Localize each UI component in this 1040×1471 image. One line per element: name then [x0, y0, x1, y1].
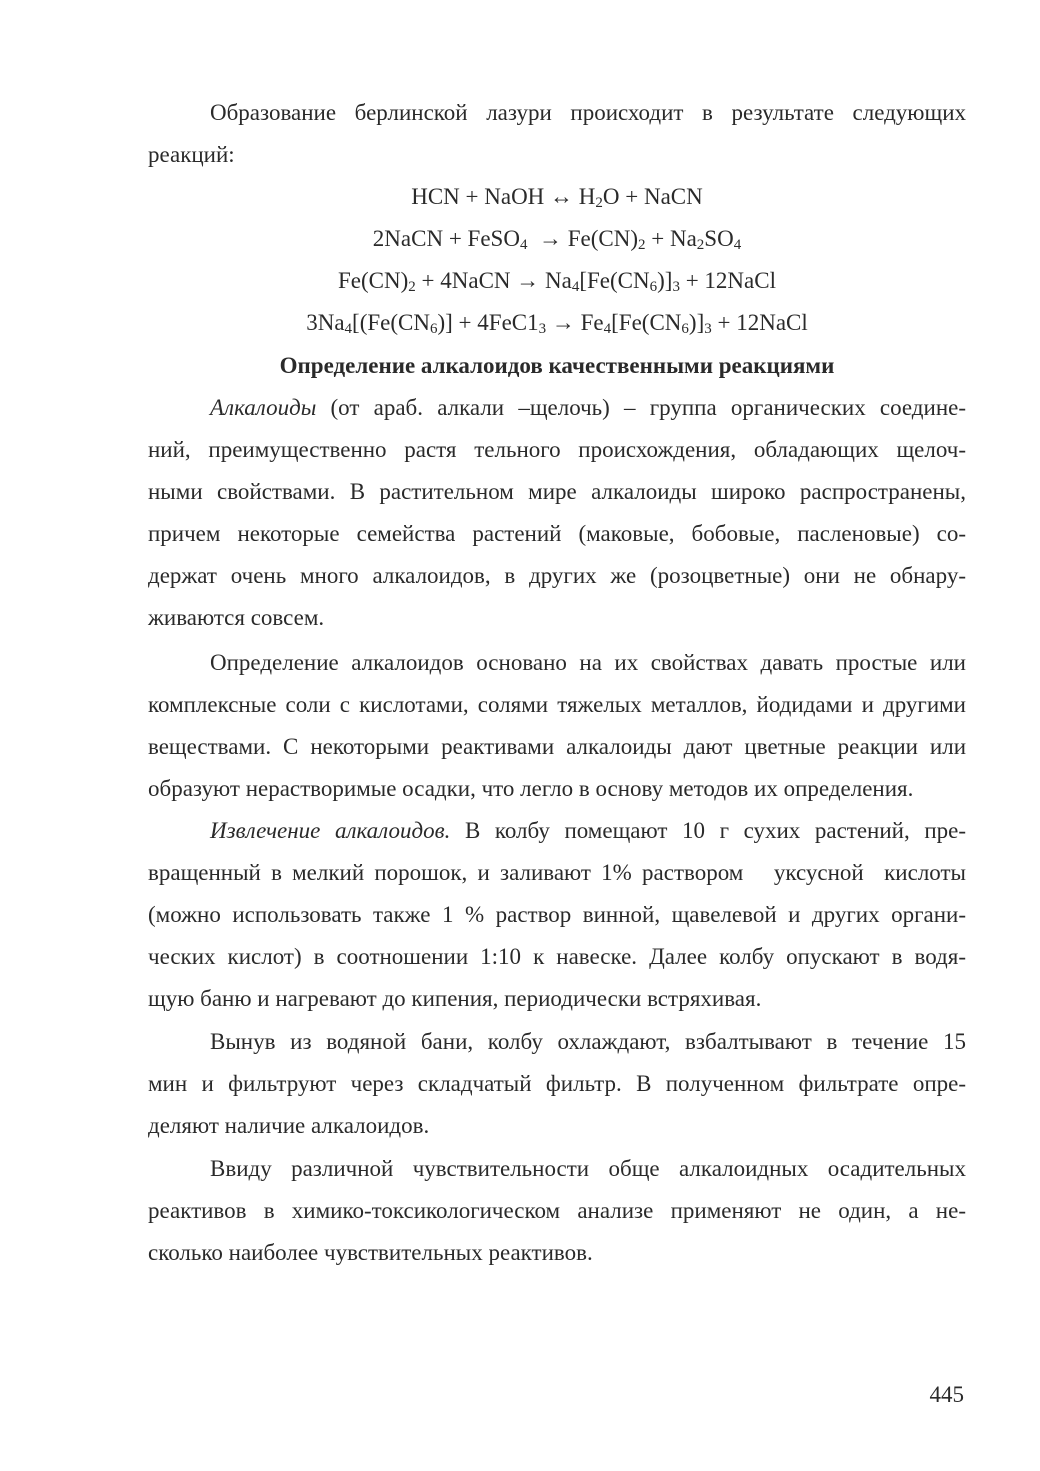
paragraph-extraction [148, 810, 966, 1020]
term-alkaloids: Алкалоиды [210, 395, 317, 420]
equation-1: HCN + NaOH ↔ $H_2O$ + NaCN [411, 184, 703, 211]
p1-line-1: Алкалоиды (от араб. алкали –щелочь) – группа органических соедине- [210, 395, 966, 420]
equation-4: $3Na_4[(Fe(CN_6)] + 4FeC1_3 \to Fe_4[Fe(CN_6)]_3$ + 12NaCl [306, 310, 808, 337]
p2-line-2: комплексные соли с кислотами, солями тяжелых металлов, йодидами и другими [148, 692, 966, 717]
p1-line-4: причем некоторые семейства растений (маковые, бобовые, пасленовые) со- [148, 521, 966, 546]
intro-paragraph [148, 92, 966, 176]
p4-line-1: Вынув из водяной бани, колбу охлаждают, взбалтывают в течение 15 [210, 1029, 966, 1054]
p4-line-2: мин и фильтруют через складчатый фильтр. В полученном фильтрате опре- [148, 1071, 966, 1096]
p3-line-2: вращенный в мелкий порошок, и заливают 1% раствором уксусной кислоты [148, 860, 966, 885]
p5-line-1: Ввиду различной чувствительности обще алкалоидных осадительных [210, 1156, 966, 1181]
p2-line-4: образуют нерастворимые осадки, что легло в основу методов их определения. [148, 776, 914, 801]
p4-line-3: деляют наличие алкалоидов. [148, 1113, 430, 1138]
p1-line-6: живаются совсем. [148, 605, 325, 630]
paragraph-filtration [148, 1021, 966, 1147]
p1-line-3: ными свойствами. В растительном мире алкалоиды широко распространены, [148, 479, 966, 504]
p3-line-3: (можно использовать также 1 % раствор винной, щавелевой и других органи- [148, 902, 966, 927]
p3-line-1: Извлечение алкалоидов. В колбу помещают 10 г сухих растений, пре- [210, 818, 966, 843]
paragraph-alkaloids [148, 387, 966, 639]
p1-line-5: держат очень много алкалоидов, в других же (розоцветные) они не обнару- [148, 563, 966, 588]
p2-line-1: Определение алкалоидов основано на их свойствах давать простые или [210, 650, 966, 675]
paragraph-determination [148, 642, 966, 810]
p3-line-5: щую баню и нагревают до кипения, периодически встряхивая. [148, 986, 762, 1011]
term-extraction: Извлечение алкалоидов. [210, 818, 451, 843]
paragraph-reagents [148, 1148, 966, 1274]
intro-line-2: реакций: [148, 142, 235, 167]
p5-line-3: сколько наиболее чувствительных реактивов. [148, 1240, 593, 1265]
p5-line-2: реактивов в химико-токсикологическом анализе применяют не один, а не- [148, 1198, 966, 1223]
p2-line-3: веществами. С некоторыми реактивами алкалоиды дают цветные реакции или [148, 734, 966, 759]
equation-3: $Fe(CN)_2$ + 4NaCN → $Na_4[Fe(CN_6)]_3$ + 12NaCl [338, 268, 776, 295]
p3-line-4: ческих кислот) в соотношении 1:10 к навеске. Далее колбу опускают в водя- [148, 944, 966, 969]
intro-line-1: Образование берлинской лазури происходит в результате следующих [210, 100, 966, 125]
equation-2: 2NaCN + FeSO$_4$ → $Fe(CN)_2 + Na_2SO_4$ [372, 226, 742, 253]
p1-line-2: ний, преимущественно растя тельного происхождения, обладающих щелоч- [148, 437, 966, 462]
page-number: 445 [929, 1382, 964, 1407]
section-heading: Определение алкалоидов качественными реакциями [279, 353, 835, 378]
